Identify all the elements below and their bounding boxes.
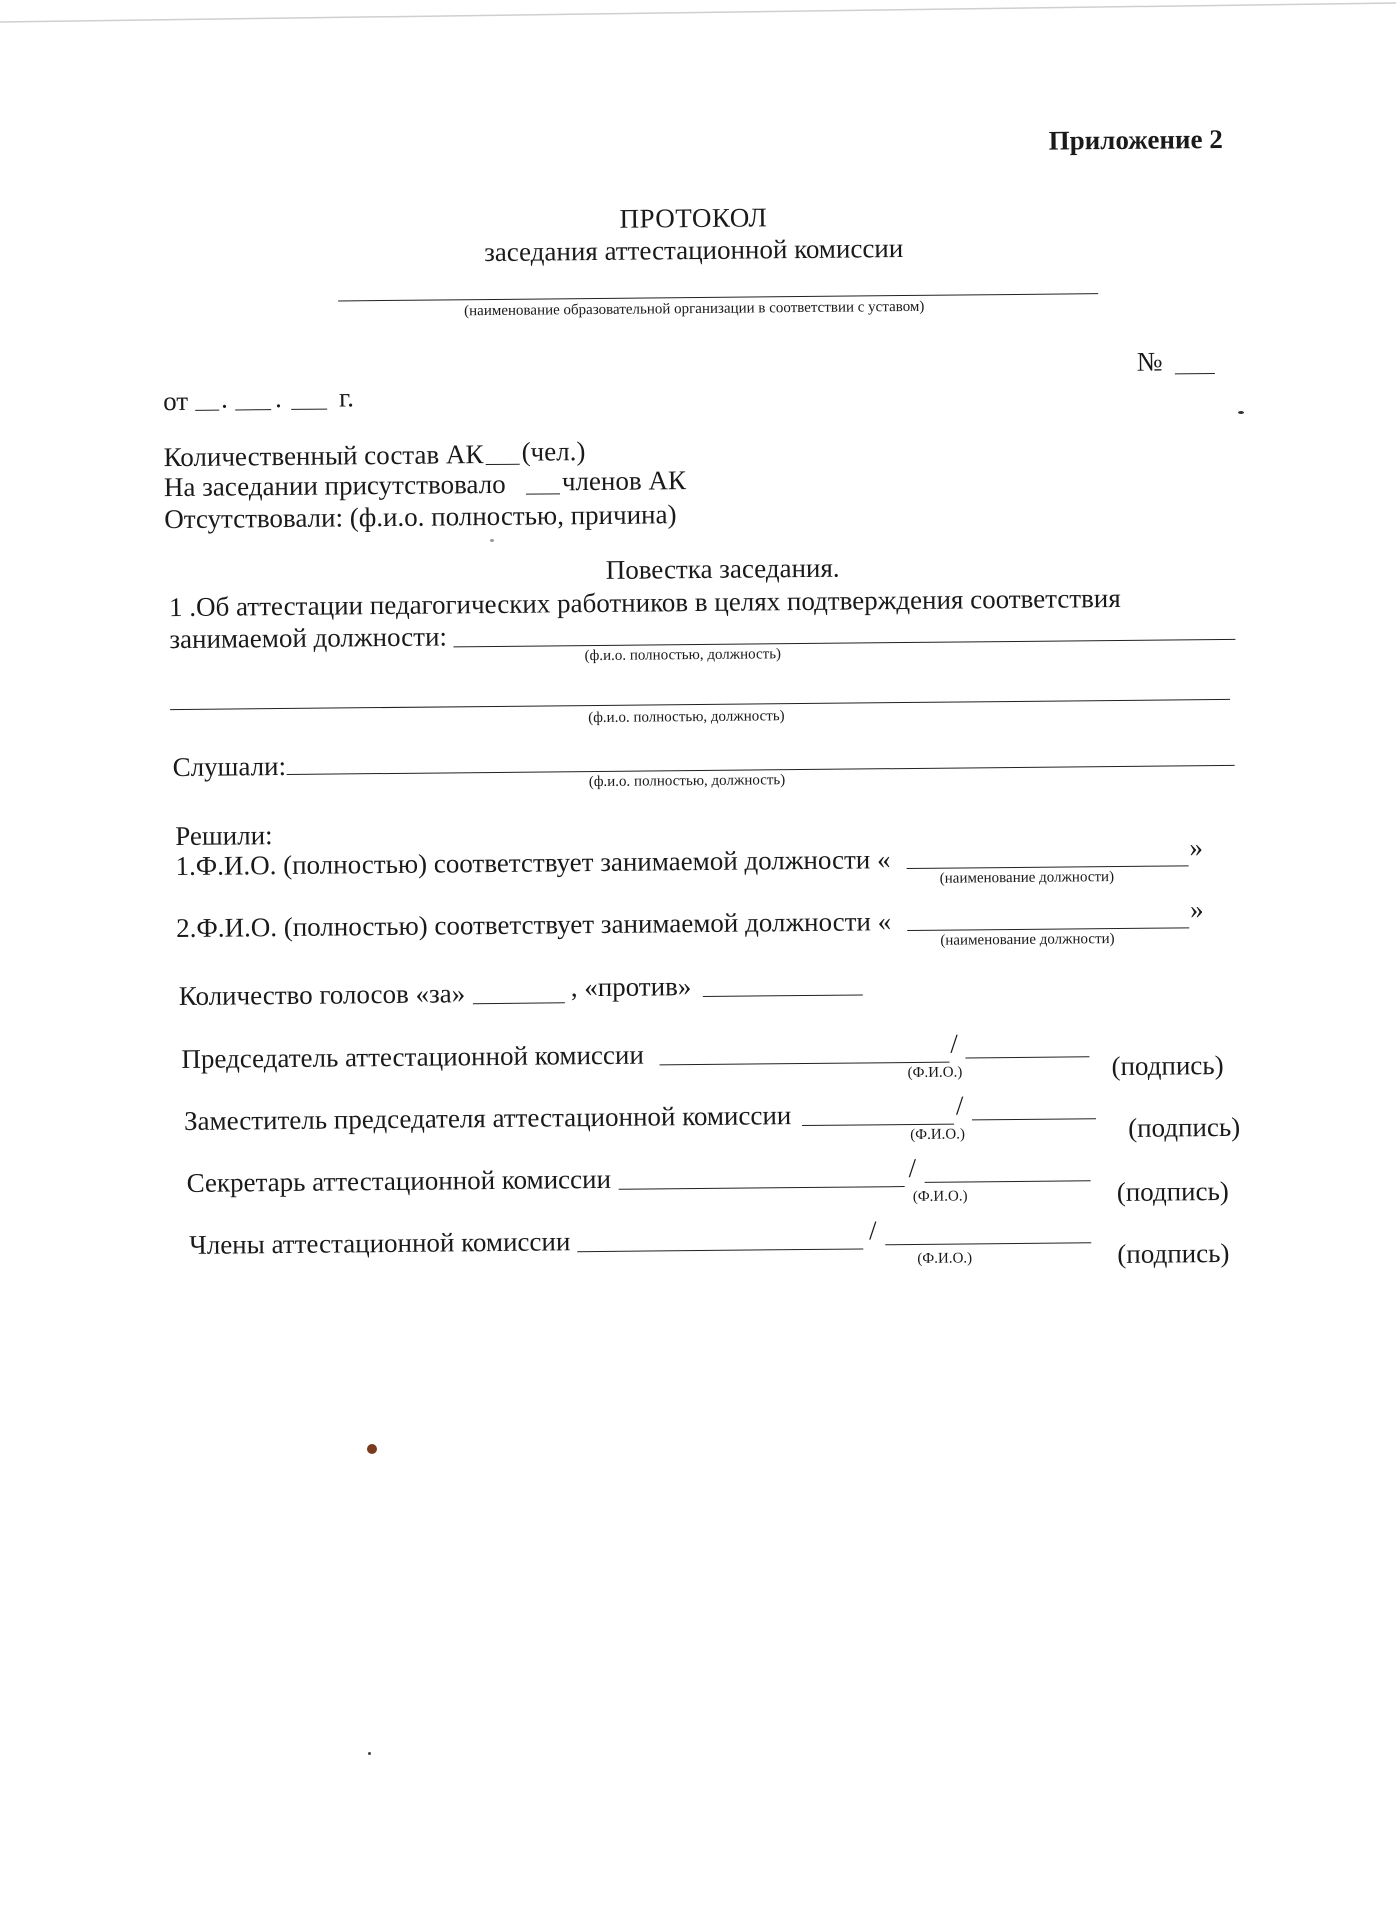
chair-slash: / — [950, 1028, 958, 1059]
members-fio-line — [577, 1248, 863, 1252]
members-fio-caption: (Ф.И.О.) — [917, 1250, 973, 1267]
decision-close-quote-2: » — [1189, 894, 1204, 925]
organization-name-caption: (наименование образовательной организации в соответствии с уставом) — [464, 298, 925, 320]
agenda-item-1-line-2: занимаемой должности: — [169, 621, 448, 655]
chair-signature-caption: (подпись) — [1111, 1049, 1224, 1082]
scan-speck-right — [1238, 411, 1244, 414]
protocol-number-label: № — [1136, 346, 1163, 377]
date-year-line — [291, 409, 327, 410]
date-month-line — [235, 409, 271, 410]
agenda-item-1-line-1: 1 .Об аттестации педагогических работников в целях подтверждения соответствия — [168, 582, 1121, 623]
protocol-number-line — [1175, 373, 1215, 374]
decision-position-caption-2: (наименование должности) — [940, 931, 1115, 949]
votes-against-label: , «против» — [570, 971, 692, 1003]
chair-fio-caption: (Ф.И.О.) — [907, 1064, 963, 1082]
annex-label: Приложение 2 — [1048, 123, 1223, 156]
secretary-label: Секретарь аттестационной комиссии — [186, 1163, 612, 1198]
decision-close-quote-1: » — [1189, 832, 1204, 863]
decision-item-1: 1.Ф.И.О. (полностью) соответствует занимаемой должности « — [175, 844, 891, 882]
date-dot-1: . — [220, 383, 228, 414]
members-signature-line — [885, 1242, 1091, 1245]
chair-signature-line — [965, 1056, 1089, 1058]
votes-for-line — [473, 1002, 565, 1004]
commission-size-line — [486, 464, 520, 465]
secretary-fio-caption: (Ф.И.О.) — [912, 1188, 968, 1205]
present-count-line — [526, 493, 560, 494]
agenda-name-position-line-1 — [453, 639, 1235, 648]
chair-fio-line — [659, 1062, 949, 1066]
deputy-signature-caption: (подпись) — [1127, 1111, 1241, 1143]
deputy-slash: / — [955, 1090, 964, 1121]
deputy-fio-caption: (Ф.И.О.) — [910, 1126, 966, 1144]
secretary-signature-line — [925, 1180, 1091, 1183]
scan-speck-mid — [490, 539, 494, 542]
votes-against-line — [703, 994, 863, 997]
scan-speck-bottom — [368, 1752, 371, 1755]
heard-caption: (ф.и.о. полностью, должность) — [588, 772, 786, 791]
absent-members-label: Отсутствовали: (ф.и.о. полностью, причина) — [164, 499, 677, 535]
agenda-name-position-caption-2: (ф.и.о. полностью, должность) — [588, 708, 785, 727]
chair-label: Председатель аттестационной комиссии — [181, 1039, 644, 1074]
members-signature-caption: (подпись) — [1117, 1237, 1230, 1270]
decision-item-2: 2.Ф.И.О. (полностью) соответствует занимаемой должности « — [176, 906, 892, 944]
members-slash: / — [868, 1215, 877, 1246]
commission-size-unit: (чел.) — [521, 436, 586, 467]
document-title: ПРОТОКОЛ — [619, 202, 768, 234]
decision-position-caption-1: (наименование должности) — [939, 869, 1115, 887]
present-count-label: На заседании присутствовало — [163, 468, 506, 503]
secretary-signature-caption: (подпись) — [1116, 1175, 1229, 1208]
date-day-line — [195, 410, 219, 411]
members-label: Члены аттестационной комиссии — [189, 1226, 571, 1260]
heard-label: Слушали: — [172, 750, 287, 783]
decided-label: Решили: — [175, 820, 273, 852]
agenda-name-position-caption-1: (ф.и.о. полностью, должность) — [584, 646, 782, 665]
deputy-signature-line — [972, 1118, 1096, 1120]
date-suffix: г. — [338, 382, 355, 413]
date-dot-2: . — [274, 383, 282, 414]
secretary-fio-line — [619, 1186, 905, 1190]
secretary-slash: / — [908, 1152, 917, 1184]
present-count-unit: членов АК — [561, 465, 687, 497]
commission-size-label: Количественный состав АК — [163, 439, 484, 473]
document-subtitle: заседания аттестационной комиссии — [483, 233, 904, 268]
votes-for-label: Количество голосов «за» — [178, 978, 466, 1012]
scan-speck-brown — [367, 1444, 377, 1454]
deputy-chair-label: Заместитель председателя аттестационной комиссии — [183, 1100, 792, 1136]
agenda-heading: Повестка заседания. — [605, 552, 840, 585]
date-prefix: от — [162, 385, 189, 417]
